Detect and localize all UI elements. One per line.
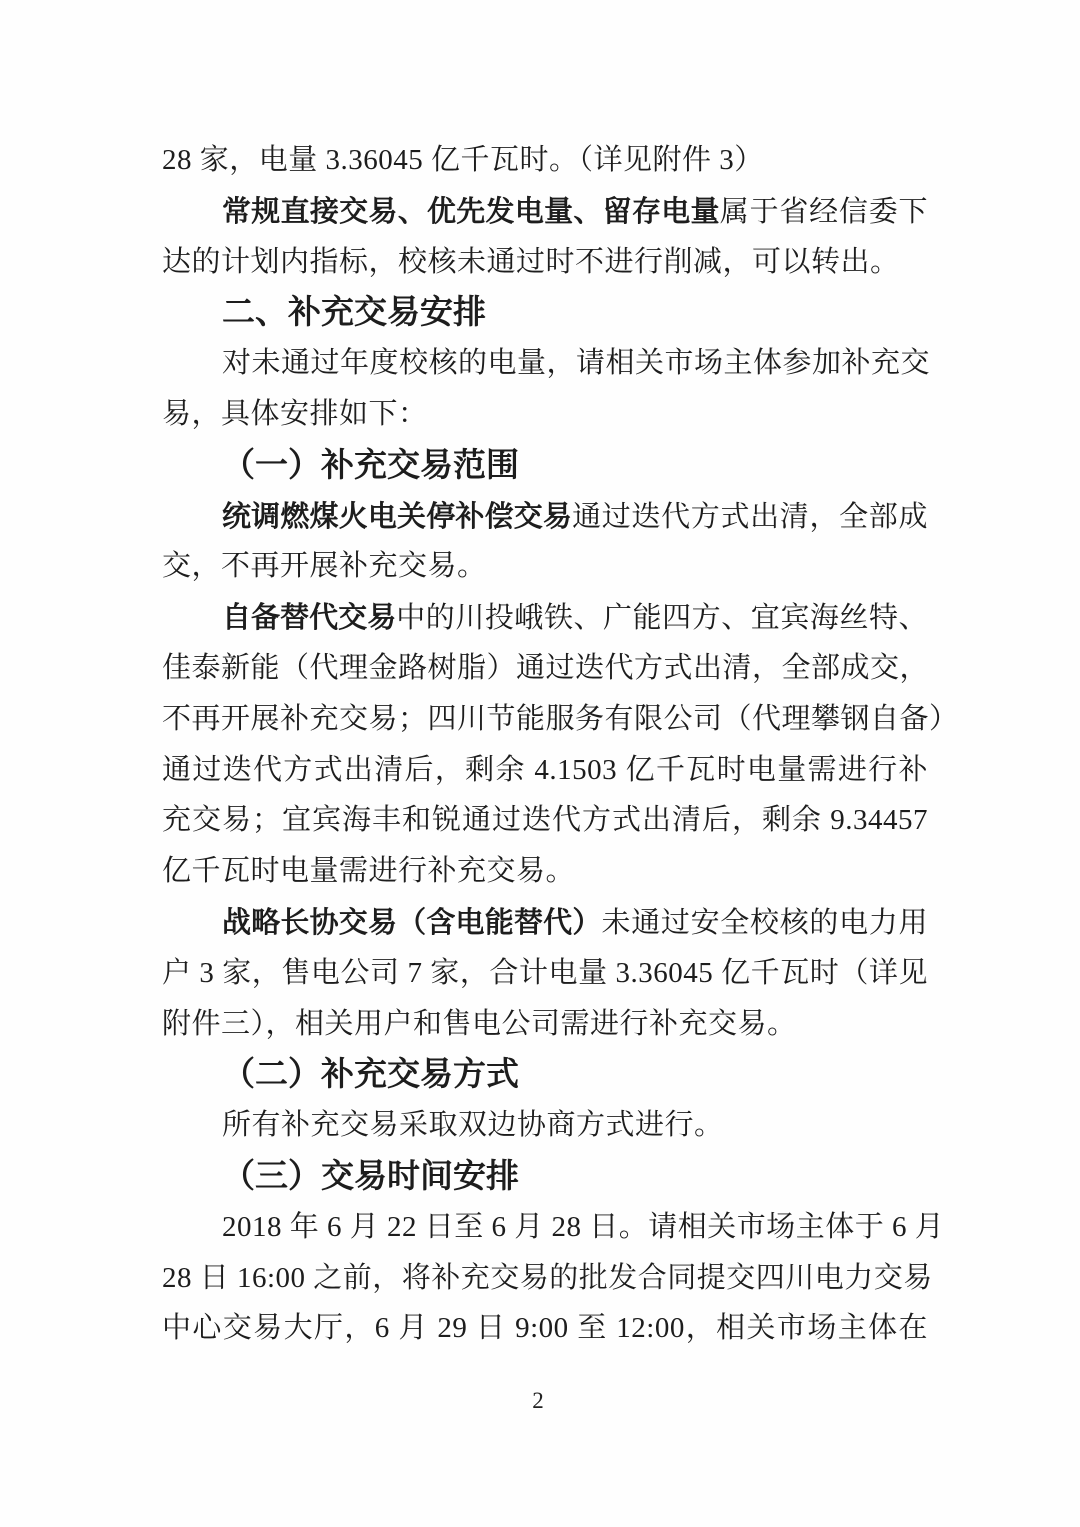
body-text: 未通过安全校核的电力用 bbox=[601, 906, 928, 939]
text-line bbox=[162, 1202, 945, 1253]
body-text: 不再开展补充交易；四川节能服务有限公司（代理攀钢自备） bbox=[162, 702, 959, 735]
emphasis-text: 自备替代交易 bbox=[222, 600, 397, 635]
section-heading bbox=[162, 1151, 928, 1202]
emphasis-text: （一）补充交易范围 bbox=[222, 444, 519, 484]
section-heading bbox=[162, 1049, 928, 1100]
text-line bbox=[162, 338, 931, 389]
emphasis-text: 二、补充交易安排 bbox=[222, 292, 486, 332]
body-text: 中心交易大厅，6 月 29 日 9:00 至 12:00，相关市场主体在 bbox=[162, 1312, 928, 1345]
body-text: 附件三），相关用户和售电公司需进行补充交易。 bbox=[162, 1007, 797, 1040]
body-text: 易，具体安排如下： bbox=[162, 397, 428, 430]
body-text: 2018 年 6 月 22 日至 6 月 28 日。请相关市场主体于 6 月 bbox=[222, 1210, 945, 1243]
body-text: 达的计划内指标，校核未通过时不进行削减，可以转出。 bbox=[162, 245, 900, 278]
emphasis-text: （二）补充交易方式 bbox=[222, 1054, 519, 1094]
section-heading bbox=[162, 287, 928, 338]
body-text: 通过迭代方式出清，全部成 bbox=[572, 500, 928, 533]
body-text: 佳泰新能（代理金路树脂）通过迭代方式出清，全部成交， bbox=[162, 651, 930, 684]
text-line bbox=[162, 541, 928, 592]
text-line bbox=[162, 1253, 933, 1304]
page-number: 2 bbox=[532, 1388, 544, 1413]
text-line bbox=[162, 1100, 928, 1151]
document-body bbox=[162, 135, 959, 1354]
text-line bbox=[162, 999, 928, 1050]
emphasis-text: 统调燃煤火电关停补偿交易 bbox=[222, 498, 573, 533]
text-line bbox=[162, 237, 928, 288]
text-line bbox=[162, 846, 928, 897]
text-line bbox=[162, 948, 928, 999]
emphasis-text: （三）交易时间安排 bbox=[222, 1155, 519, 1195]
body-text: 充交易；宜宾海丰和锐通过迭代方式出清后，剩余 9.34457 bbox=[162, 804, 928, 837]
text-line bbox=[162, 1303, 928, 1354]
body-text: 所有补充交易采取双边协商方式进行。 bbox=[222, 1109, 724, 1142]
body-text: 交，不再开展补充交易。 bbox=[162, 550, 487, 583]
body-text: 中的川投峨铁、广能四方、宜宾海丝特、 bbox=[396, 602, 928, 635]
emphasis-text: 战略长协交易（含电能替代） bbox=[222, 904, 602, 939]
text-line bbox=[162, 795, 928, 846]
text-line bbox=[162, 897, 928, 948]
text-line bbox=[162, 389, 928, 440]
text-line bbox=[162, 643, 928, 694]
section-heading bbox=[162, 440, 928, 491]
text-line bbox=[162, 491, 928, 542]
body-text: 户 3 家，售电公司 7 家，合计电量 3.36045 亿千瓦时（详见 bbox=[162, 956, 928, 989]
body-text: 通过迭代方式出清后，剩余 4.1503 亿千瓦时电量需进行补 bbox=[162, 753, 928, 786]
body-text: 属于省经信委下 bbox=[719, 195, 928, 228]
text-line bbox=[162, 186, 928, 237]
body-text: 对未通过年度校核的电量，请相关市场主体参加补充交 bbox=[222, 347, 931, 380]
text-line bbox=[162, 592, 928, 643]
body-text: 28 家，电量 3.36045 亿千瓦时。（详见附件 3） bbox=[162, 144, 764, 176]
text-line bbox=[162, 694, 959, 745]
emphasis-text: 常规直接交易、优先发电量、留存电量 bbox=[222, 193, 720, 228]
text-line bbox=[162, 135, 928, 186]
text-line bbox=[162, 745, 928, 796]
body-text: 28 日 16:00 之前，将补充交易的批发合同提交四川电力交易 bbox=[162, 1261, 933, 1294]
body-text: 亿千瓦时电量需进行补充交易。 bbox=[162, 855, 576, 888]
